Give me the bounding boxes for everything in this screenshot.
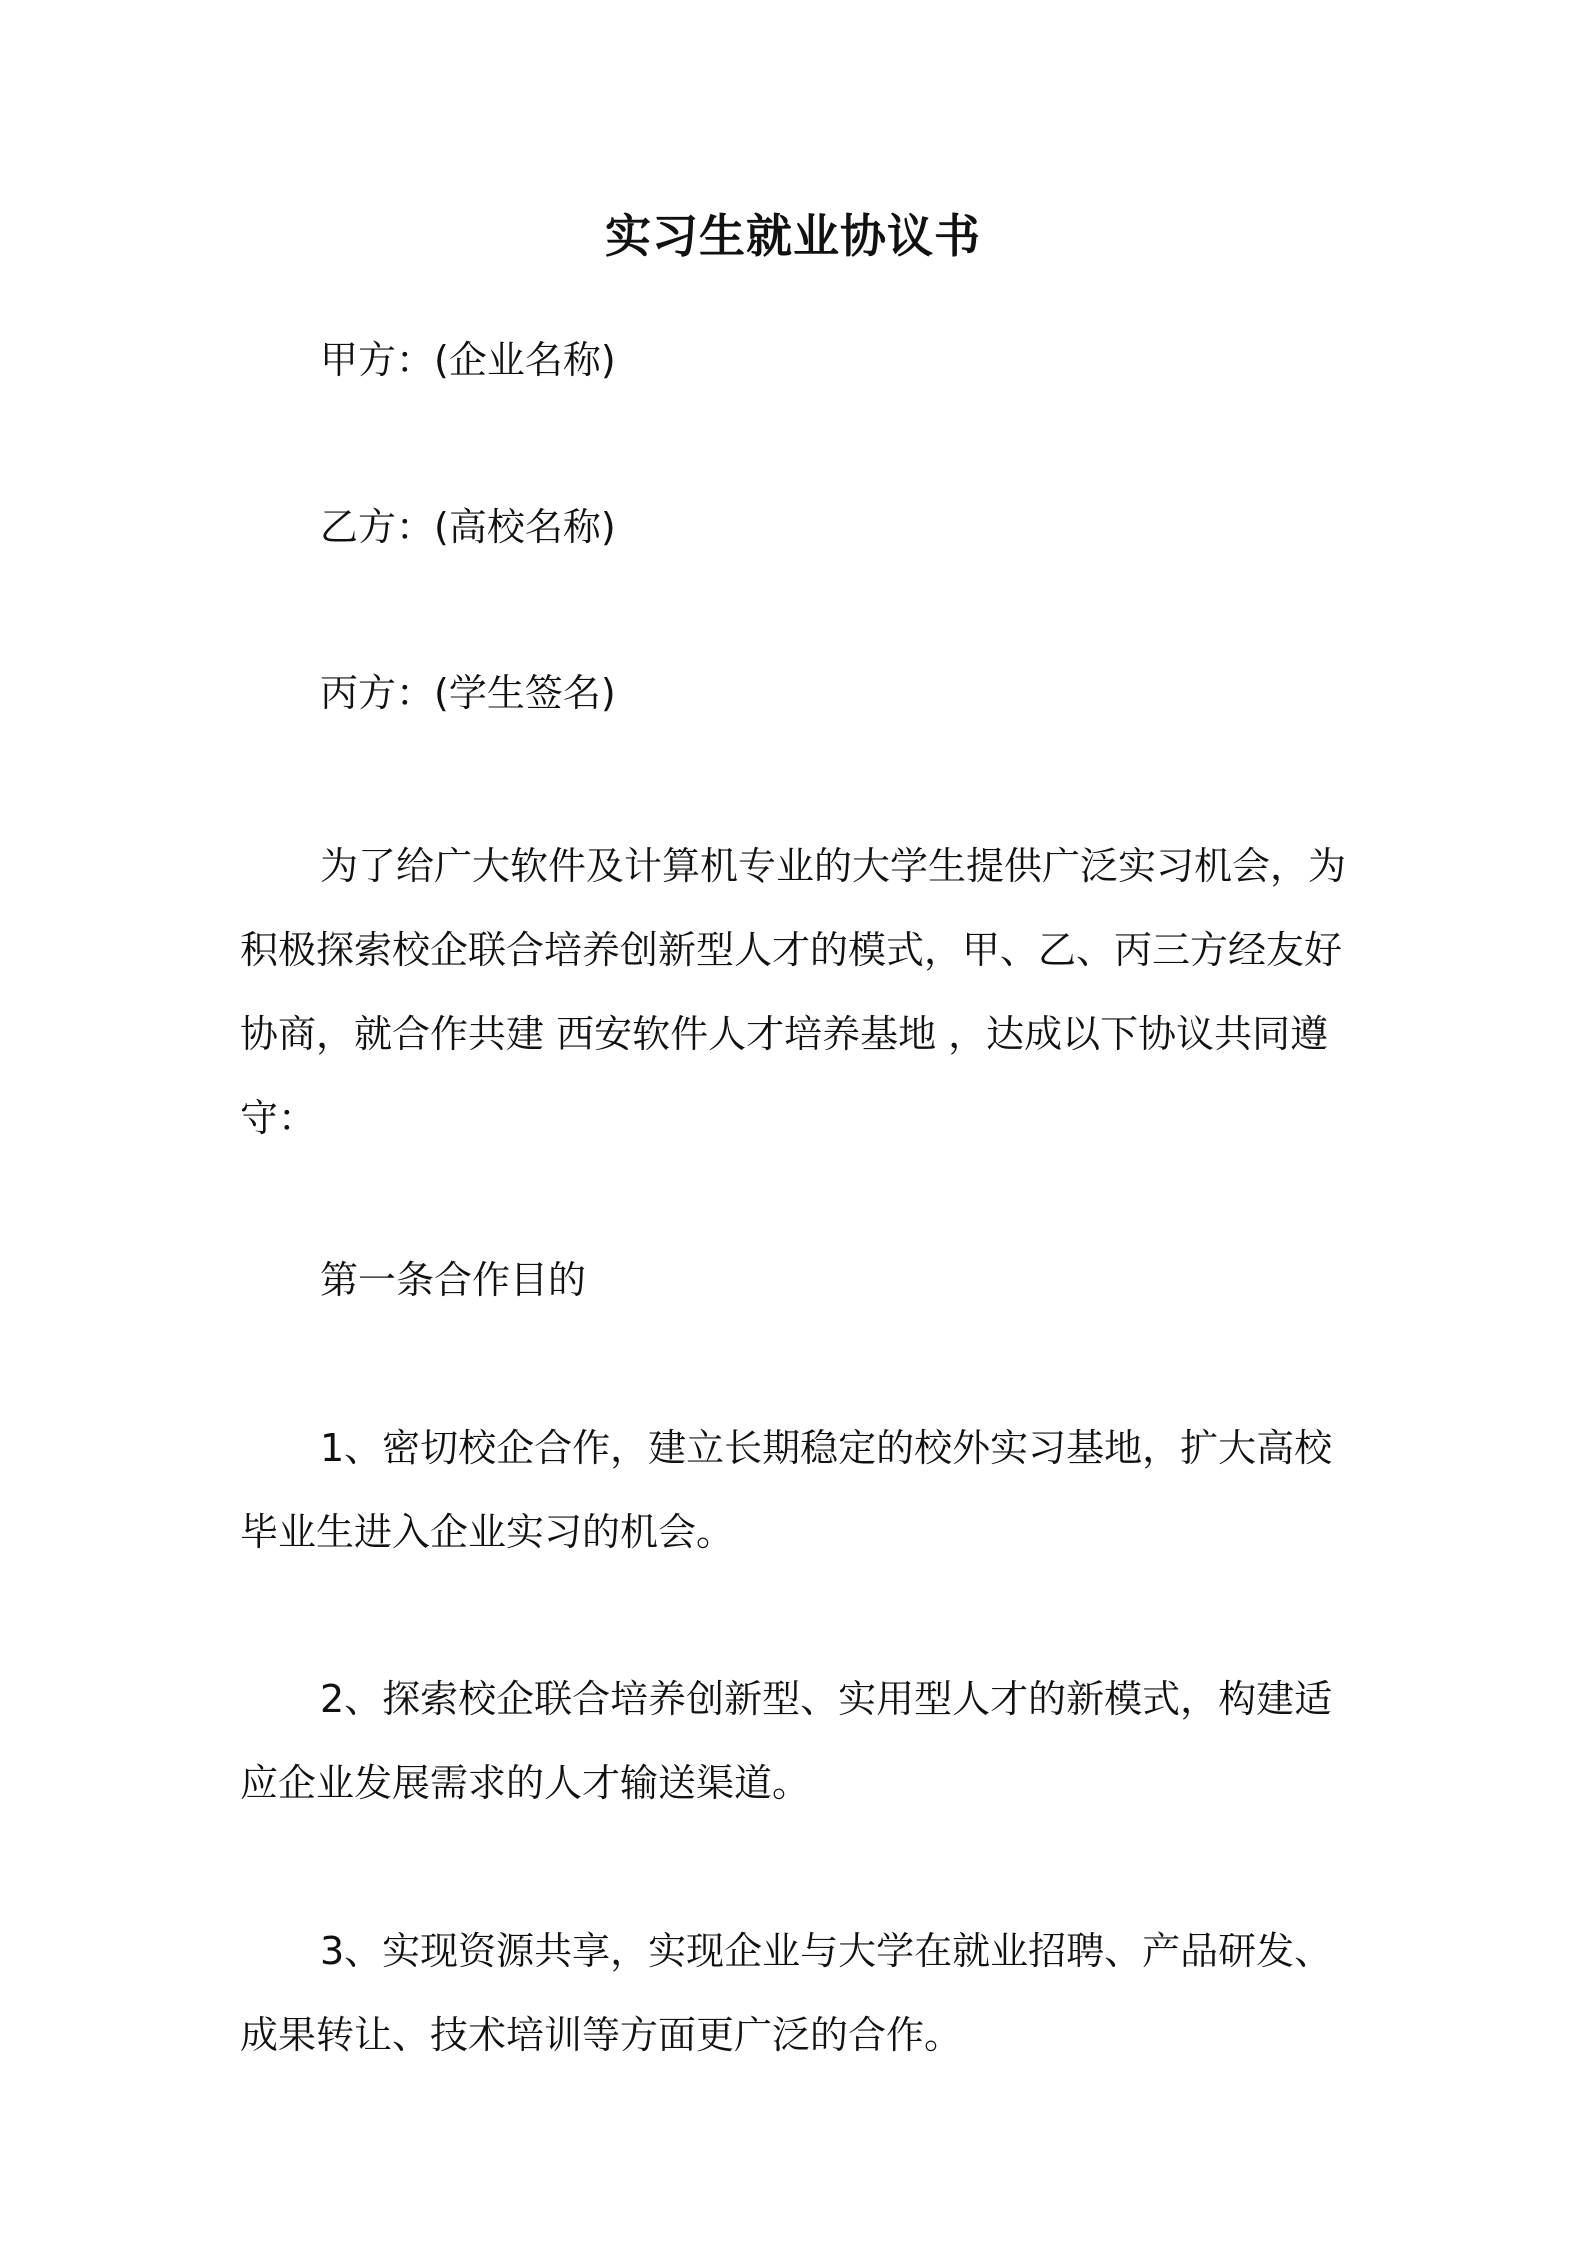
- document-title: 实习生就业协议书: [605, 209, 981, 263]
- article-1-item: 1、密切校企合作，建立长期稳定的校外实习基地，扩大高校毕业生进入企业实习的机会。: [240, 1426, 1333, 1554]
- article-1-heading: 第一条合作目的: [320, 1258, 587, 1302]
- party-a: 甲方：(企业名称): [320, 338, 616, 382]
- intro-paragraph: 为了给广大软件及计算机专业的大学生提供广泛实习机会，为积极探索校企联合培养创新型人才的模式，甲、乙、丙三方经友好协商，就合作共建 西安软件人才培养基地 ，达成以下协议共同遵守：: [240, 844, 1347, 1140]
- article-1-item: 2、探索校企联合培养创新型、实用型人才的新模式，构建适应企业发展需求的人才输送渠道。: [240, 1677, 1333, 1805]
- party-c: 丙方：(学生签名): [320, 671, 616, 715]
- article-1-item: 3、实现资源共享，实现企业与大学在就业招聘、产品研发、成果转让、技术培训等方面更广泛的合作。: [240, 1929, 1333, 2057]
- party-b: 乙方：(高校名称): [320, 505, 616, 549]
